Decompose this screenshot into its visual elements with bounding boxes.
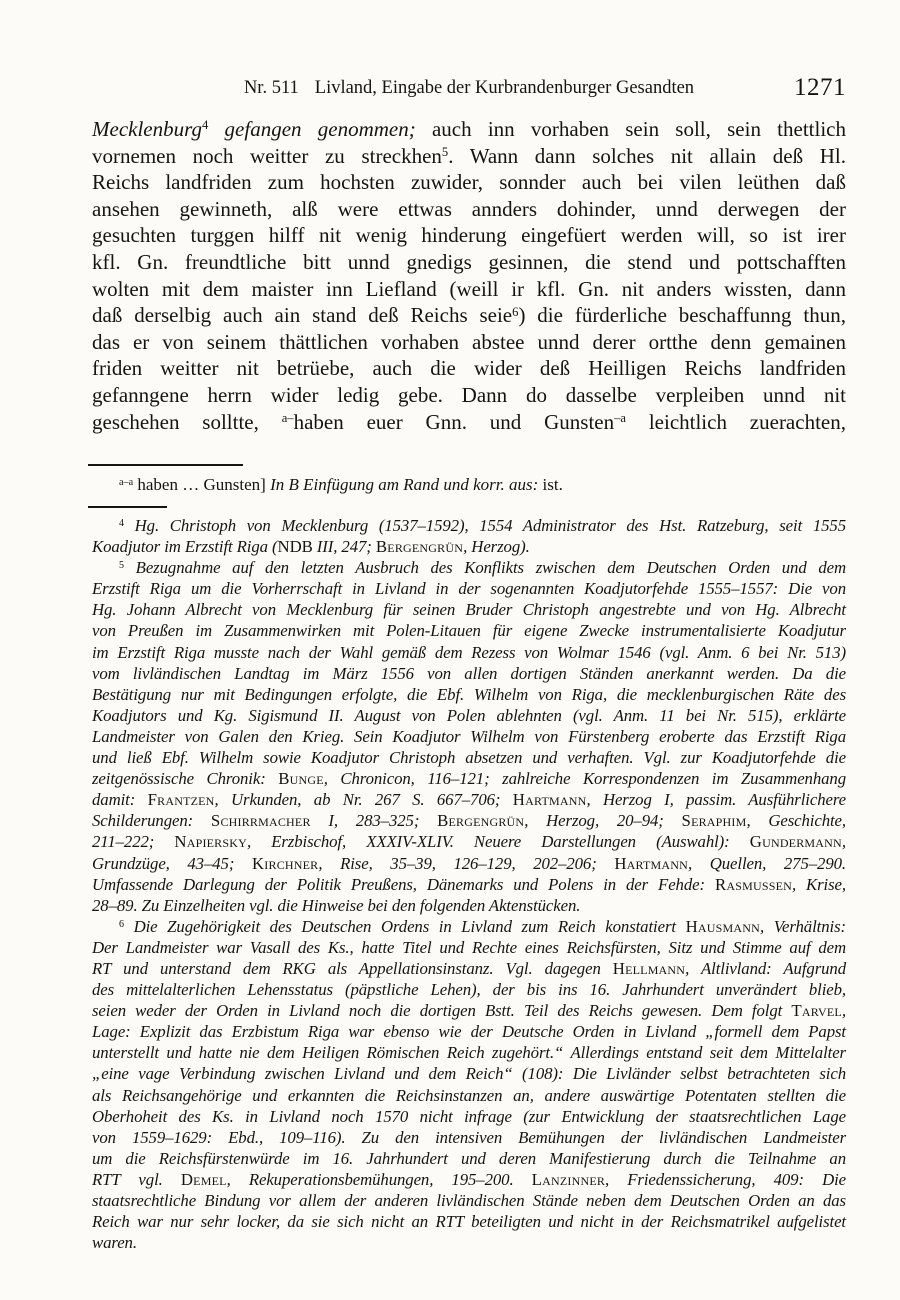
text-line: $^4$ Hg. Christoph von Mecklenburg (1537–1592), 1554 Administrator des Hst. Ratzeburg, seit 1555 bbox=[119, 516, 846, 535]
running-title: Livland, Eingabe der Kurbrandenburger Gesandten bbox=[314, 78, 695, 98]
text-line: Grundzüge, 43–45; Kirchner, Rise, 35–39, 126–129, 202–206; Hartmann, Quellen, 275–290. bbox=[92, 853, 846, 873]
footnote-4 bbox=[92, 515, 846, 557]
text-line: das er von seinem thättlichen vorhaben abstee unnd derer ortthe denn gemainen bbox=[92, 329, 846, 354]
text-line: im Erzstift Riga musste nach der Wahl gemäß dem Rezess von Wolmar 1546 (vgl. Anm. 6 bei Nr. 513) bbox=[92, 642, 846, 662]
text-line: gesuchten turggen hilff nit wenig hinderung eingefüert werden will, so ist irer bbox=[92, 223, 846, 248]
main-text-paragraph bbox=[92, 116, 846, 435]
text-line: kfl. Gn. freundtliche bitt unnd gnedigs gesinnen, die stend und pottschafften bbox=[92, 249, 846, 274]
text-line: zeitgenössische Chronik: Bunge, Chronicon, 116–121; zahlreiche Korrespondenzen im Zusammenhang bbox=[92, 769, 846, 789]
text-line: 28–89. Zu Einzelheiten vgl. die Hinweise bei den folgenden Aktenstücken. bbox=[92, 895, 581, 915]
text-line: waren. bbox=[92, 1233, 137, 1253]
text-line: Koadjutors und Kg. Sigismund II. August von Polen ablehnten (vgl. Anm. 11 bei Nr. 515), erklärte bbox=[92, 705, 846, 725]
text-line: staatsrechtliche Bindung vor allem der anderen livländischen Stände neben dem Deutschen Orden an das bbox=[92, 1191, 846, 1210]
text-line: Lage: Explizit das Erzbistum Riga war ebenso wie der Deutsche Orden in Livland „formell dem Papst bbox=[92, 1022, 846, 1042]
text-line: Oberhoheit des Ks. in Livland noch 1570 nicht infrage (zur Entwicklung der staatsrechtlichen Lage bbox=[92, 1106, 846, 1126]
text-line: Der Landmeister war Vasall des Ks., hatte Titel und Rechte eines Reichsfürsten, Sitz und Stimme auf dem bbox=[92, 937, 846, 957]
text-line: „eine vage Verbindung zwischen Livland und dem Reich“ (108): Die Livländer selbst betrachteten sich bbox=[92, 1064, 846, 1084]
text-line: friden weitter nit betrüebe, auch die wider deß Heilligen Reichs landfriden bbox=[92, 356, 846, 381]
text-line: Umfassende Darlegung der Politik Preußens, Dänemarks und Polens in der Fehde: Rasmussen, Krise, bbox=[92, 874, 846, 894]
text-line: vom livländischen Landtag im März 1556 von allen dortigen Ständen anerkannt werden. Da die bbox=[92, 663, 846, 683]
text-line: gefanngene herrn wider ledig gebe. Dann do dasselbe verpleiben unnd nit bbox=[92, 382, 846, 407]
text-line: des mittelalterlichen Lehensstatus (päpstliche Lehen), der bis ins 16. Jahrhundert unverändert blieb, bbox=[92, 980, 846, 1000]
page-number: 1271 bbox=[794, 74, 846, 101]
text-line: $^{a-a}$ haben … Gunsten] In B Einfügung am Rand und korr. aus: ist. bbox=[119, 475, 563, 494]
text-line: wolten mit dem maister inn Liefland (weill ir kfl. Gn. nit anders wissten, dann bbox=[92, 276, 846, 301]
text-line: RTT vgl. Demel, Rekuperationsbemühungen, 195–200. Lanzinner, Friedenssicherung, 409: Die bbox=[92, 1169, 846, 1189]
text-line: Erzstift Riga um die Vorherrschaft in Livland in der sogenannten Koadjutorfehde 1555–1557: Die von bbox=[92, 579, 846, 599]
text-line: Schilderungen: Schirrmacher I, 283–325; Bergengrün, Herzog, 20–94; Seraphim, Geschichte, bbox=[92, 811, 846, 831]
text-line: Reichs landfriden zum hochsten zuwider, sonnder auch bei vilen leüthen daß bbox=[92, 170, 846, 195]
text-line: Hg. Johann Albrecht von Mecklenburg für seinen Bruder Christoph angestrebte und von Hg. Albrecht bbox=[92, 600, 846, 620]
text-line: als Reichsangehörige und erkannten die Reichsinstanzen an, andere auswärtige Potentaten stellten die bbox=[92, 1085, 846, 1105]
footnote-5 bbox=[92, 557, 846, 916]
text-line: damit: Frantzen, Urkunden, ab Nr. 267 S. 667–706; Hartmann, Herzog I, passim. Ausführlichere bbox=[92, 790, 846, 810]
text-line: 211–222; Napiersky, Erzbischof, XXXIV-XLIV. Neuere Darstellungen (Auswahl): Gundermann, bbox=[92, 832, 846, 852]
text-line: und ließ Ebf. Wilhelm sowie Koadjutor Christoph absetzen und verhaften. Vgl. zur Koadjutorfehde die bbox=[92, 748, 846, 768]
document-number: Nr. 511 bbox=[243, 78, 299, 98]
text-line: Landmeister von Galen den Krieg. Sein Koadjutor Wilhelm von Fürstenberg eroberte das Erzstift Riga bbox=[92, 726, 846, 746]
text-line: Bestätigung nur mit Bedingungen erfolgte, die Ebf. Wilhelm von Riga, die mecklenburgischen Räte des bbox=[92, 684, 846, 704]
text-line: geschehen solltte, $^{a-}$haben euer Gnn. und Gunsten$^{-a}$ leichtlich zuerachten, bbox=[92, 409, 846, 434]
text-line: ansehen gewinneth, alß were ettwas annders dohinder, unnd derwegen der bbox=[92, 196, 846, 221]
footnote-separator-rule bbox=[88, 506, 167, 508]
text-line: RT und unterstand dem RKG als Appellationsinstanz. Vgl. dagegen Hellmann, Altlivland: Aufgrund bbox=[92, 958, 846, 978]
text-line: von Preußen im Zusammenwirken mit Polen-Litauen für eigene Zwecke instrumentalisierte Koadjutur bbox=[92, 621, 846, 641]
text-line: von 1559–1629: Ebd., 109–116). Zu den intensiven Bemühungen der livländischen Landmeister bbox=[92, 1127, 846, 1147]
text-line: unterstellt und hatte nie dem Heiligen Römischen Reich zugehört.“ Allerdings entstand seit dem Mittelalter bbox=[92, 1043, 846, 1063]
text-line: $^5$ Bezugnahme auf den letzten Ausbruch des Konflikts zwischen dem Deutschen Orden und dem bbox=[119, 558, 846, 578]
text-line: Mecklenburg$^4$ gefangen genommen; auch inn vorhaben sein soll, sein thettlich bbox=[92, 117, 846, 141]
footnote-6 bbox=[92, 916, 846, 1254]
footnotes-block bbox=[92, 515, 846, 1253]
text-line: seien weder der Orden in Livland noch die dortigen Bstt. Teil des Reichs gewesen. Dem folgt Tarvel, bbox=[92, 1001, 846, 1021]
text-line: vornemen noch weitter zu streckhen$^5$. Wann dann solches nit allain deß Hl. bbox=[92, 143, 846, 168]
running-header bbox=[92, 74, 846, 106]
text-line: $^6$ Die Zugehörigkeit des Deutschen Ordens in Livland zum Reich konstatiert Hausmann, Verhältnis: bbox=[119, 916, 846, 936]
critical-apparatus-note bbox=[92, 474, 846, 495]
text-line: Reich war nur sehr locker, da sie sich nicht an RTT beteiligten und nicht in der Reichsmatrikel aufgelistet bbox=[92, 1212, 846, 1232]
apparatus-separator-rule bbox=[88, 464, 243, 466]
text-line: um die Reichsfürstenwürde im 16. Jahrhundert und deren Manifestierung durch die Teilnahme an bbox=[92, 1148, 846, 1168]
text-line: Koadjutor im Erzstift Riga (NDB III, 247; Bergengrün, Herzog). bbox=[92, 537, 530, 557]
text-line: daß derselbig auch ain stand deß Reichs seie$^6$) die fürderliche beschaffunng thun, bbox=[92, 303, 847, 328]
header-caption bbox=[92, 78, 846, 99]
